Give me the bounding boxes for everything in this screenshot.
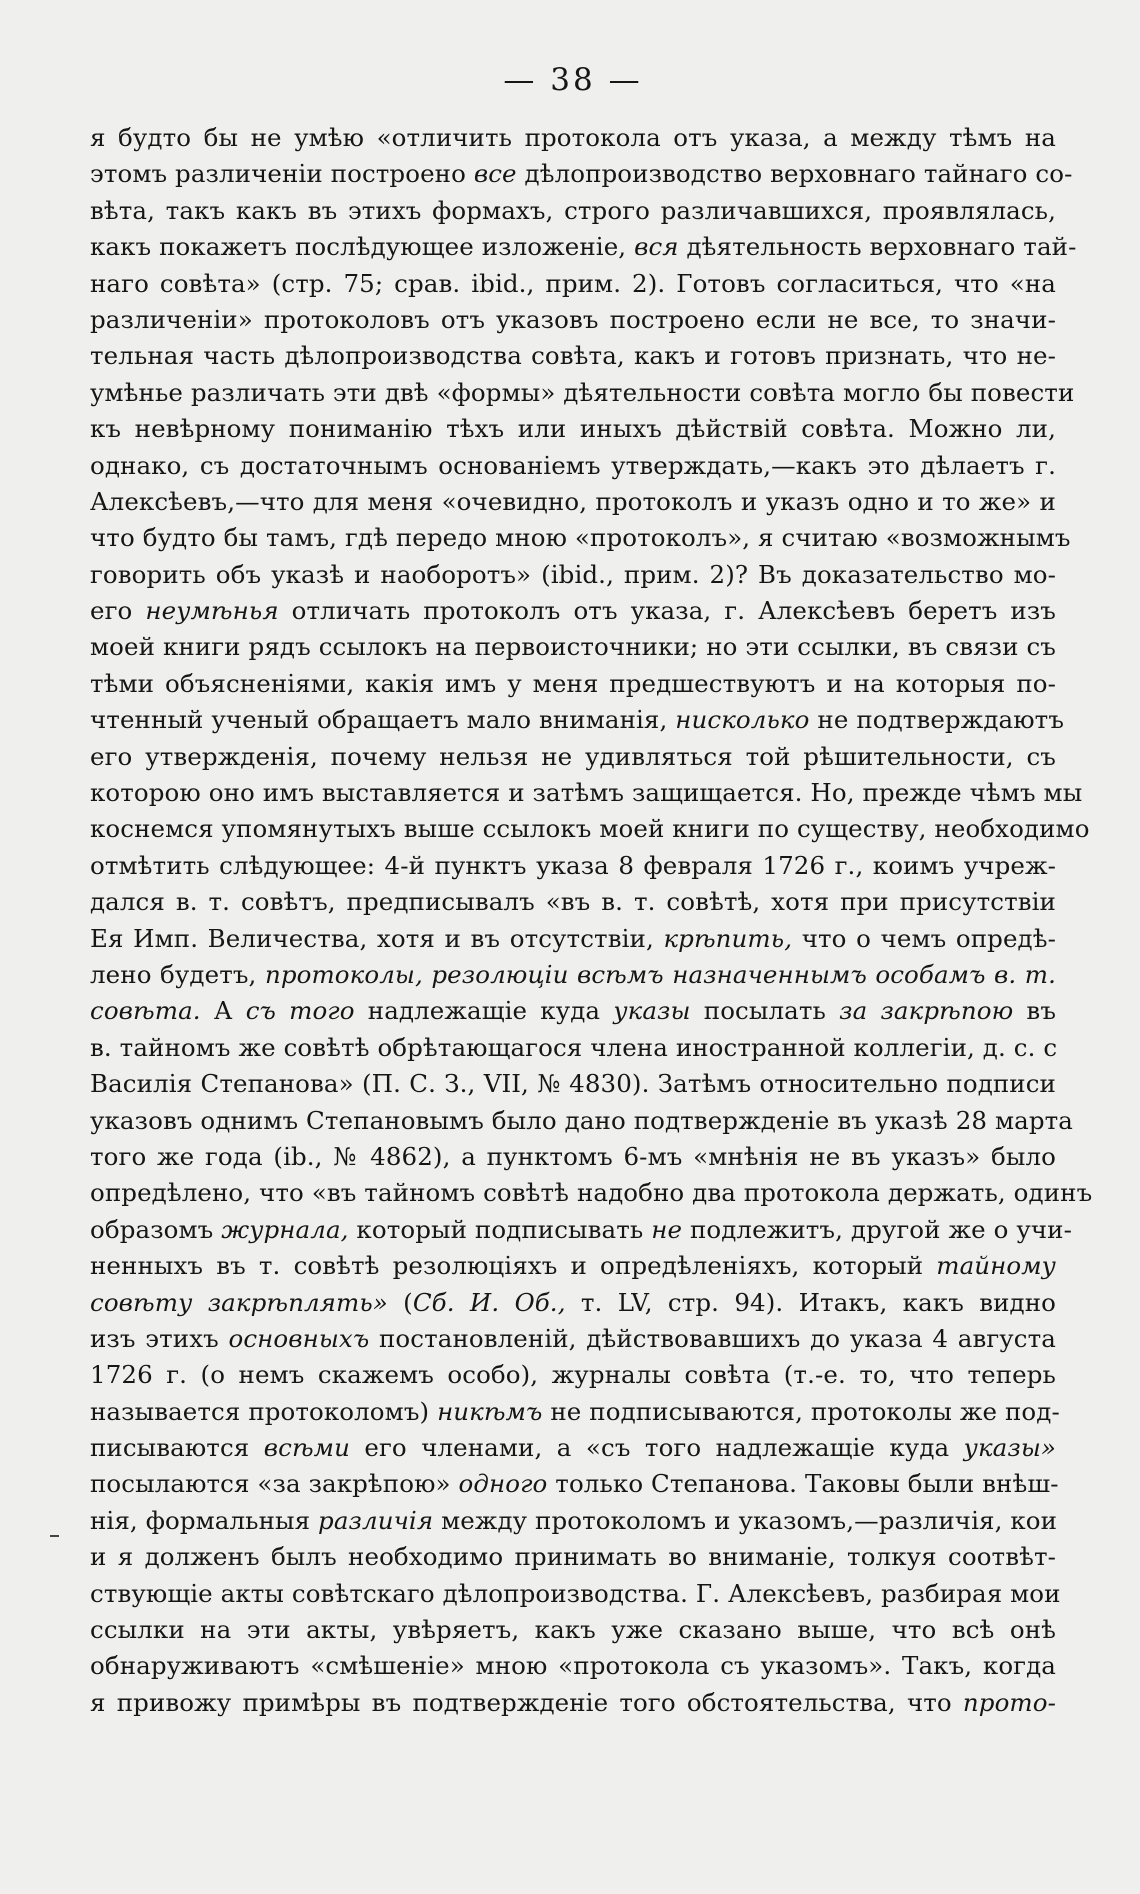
margin-mark: [50, 1535, 59, 1537]
text-line: Ея Имп. Величества, хотя и въ отсутствіи, крѣпить, что о чемъ опредѣ-: [90, 923, 1056, 953]
text-line: что будто бы тамъ, гдѣ передо мною «протоколъ», я считаю «возможнымъ: [90, 523, 1071, 553]
text-line: посылаются «за закрѣпою» одного только Степанова. Таковы были внѣш-: [90, 1469, 1059, 1499]
text-line: ствующіе акты совѣтскаго дѣлопроизводства. Г. Алексѣевъ, разбирая мои: [90, 1578, 1061, 1608]
text-line: нія, формальныя различія между протоколомъ и указомъ,—различія, кои: [90, 1505, 1058, 1535]
text-line: в. тайномъ же совѣтѣ обрѣтающагося члена иностранной коллегіи, д. с. с: [90, 1032, 1058, 1062]
text-line: коснемся упомянутыхъ выше ссылокъ моей книги по существу, необходимо: [90, 814, 1090, 844]
text-line: какъ покажетъ послѣдующее изложеніе, вся дѣятельность верховнаго тай-: [90, 232, 1077, 262]
text-line: лено будетъ, протоколы, резолюціи всѣмъ назначеннымъ особамъ в. т.: [90, 959, 1056, 989]
text-line: 1726 г. (о немъ скажемъ особо), журналы совѣта (т.-е. то, что теперь: [90, 1360, 1056, 1390]
text-line: моей книги рядъ ссылокъ на первоисточники; но эти ссылки, въ связи съ: [90, 632, 1056, 662]
text-line: этомъ различеніи построено все дѣлопроизводство верховнаго тайнаго со-: [90, 159, 1073, 189]
text-line: совѣту закрѣплять» (Сб. И. Об., т. LV, стр. 94). Итакъ, какъ видно: [90, 1287, 1056, 1317]
text-line: совѣта. А съ того надлежащіе куда указы посылать за закрѣпою въ: [90, 996, 1057, 1026]
text-line: однако, съ достаточнымъ основаніемъ утверждать,—какъ это дѣлаетъ г.: [90, 450, 1056, 480]
text-line: Василія Степанова» (П. С. З., VII, № 4830). Затѣмъ относительно подписи: [90, 1069, 1056, 1099]
text-line: его утвержденія, почему нельзя не удивляться той рѣшительности, съ: [90, 741, 1056, 771]
text-line: дался в. т. совѣтъ, предписывалъ «въ в. т. совѣтѣ, хотя при присутствіи: [90, 887, 1056, 917]
text-line: указовъ однимъ Степановымъ было дано подтвержденіе въ указѣ 28 марта: [90, 1105, 1073, 1135]
page-number: — 38 —: [503, 62, 643, 98]
text-line: наго совѣта» (стр. 75; срав. ibid., прим. 2). Готовъ согласиться, что «на: [90, 268, 1056, 298]
text-line: умѣнье различать эти двѣ «формы» дѣятельности совѣта могло бы повести: [90, 377, 1075, 407]
text-line: къ невѣрному пониманію тѣхъ или иныхъ дѣйствій совѣта. Можно ли,: [90, 414, 1056, 444]
text-line: изъ этихъ основныхъ постановленій, дѣйствовавшихъ до указа 4 августа: [90, 1323, 1056, 1353]
text-line: я будто бы не умѣю «отличить протокола отъ указа, а между тѣмъ на: [90, 123, 1056, 152]
text-line: обнаруживаютъ «смѣшеніе» мною «протокола съ указомъ». Такъ, когда: [90, 1651, 1056, 1681]
text-line: тельная часть дѣлопроизводства совѣта, какъ и готовъ признать, что не-: [90, 341, 1056, 371]
text-line: и я долженъ былъ необходимо принимать во вниманіе, толкуя соотвѣт-: [90, 1542, 1056, 1572]
text-line: Алексѣевъ,—что для меня «очевидно, протоколъ и указъ одно и то же» и: [90, 486, 1056, 516]
text-line: ненныхъ въ т. совѣтѣ резолюціяхъ и опредѣленіяхъ, который тайному: [90, 1251, 1056, 1281]
text-line: отмѣтить слѣдующее: 4-й пунктъ указа 8 февраля 1726 г., коимъ учреж-: [90, 850, 1056, 880]
text-line: которою оно имъ выставляется и затѣмъ защищается. Но, прежде чѣмъ мы: [90, 778, 1083, 808]
text-line: вѣта, такъ какъ въ этихъ формахъ, строго различавшихся, проявлялась,: [90, 195, 1056, 225]
text-line: я привожу примѣры въ подтвержденіе того обстоятельства, что прото-: [90, 1687, 1056, 1717]
text-line: различеніи» протоколовъ отъ указовъ построено если не все, то значи-: [90, 304, 1056, 334]
text-line: тѣми объясненіями, какія имъ у меня предшествуютъ и на которыя по-: [90, 668, 1056, 698]
text-line: образомъ журнала, который подписывать не подлежитъ, другой же о учи-: [90, 1214, 1072, 1244]
text-line: чтенный ученый обращаетъ мало вниманія, нисколько не подтверждаютъ: [90, 705, 1065, 735]
text-line: того же года (ib., № 4862), а пунктомъ 6-мъ «мнѣнія не въ указъ» было: [90, 1141, 1056, 1171]
text-line: писываются всѣми его членами, а «съ того надлежащіе куда указы»: [90, 1433, 1056, 1463]
text-line: ссылки на эти акты, увѣряетъ, какъ уже сказано выше, что всѣ онѣ: [90, 1615, 1056, 1645]
text-line: опредѣлено, что «въ тайномъ совѣтѣ надобно два протокола держать, одинъ: [90, 1178, 1093, 1208]
text-line: говорить объ указѣ и наоборотъ» (ibid., прим. 2)? Въ доказательство мо-: [90, 559, 1056, 589]
text-line: его неумѣнья отличать протоколъ отъ указа, г. Алексѣевъ беретъ изъ: [90, 596, 1056, 626]
text-line: называется протоколомъ) никѣмъ не подписываются, протоколы же под-: [90, 1396, 1060, 1426]
body-text: [90, 120, 1093, 1721]
